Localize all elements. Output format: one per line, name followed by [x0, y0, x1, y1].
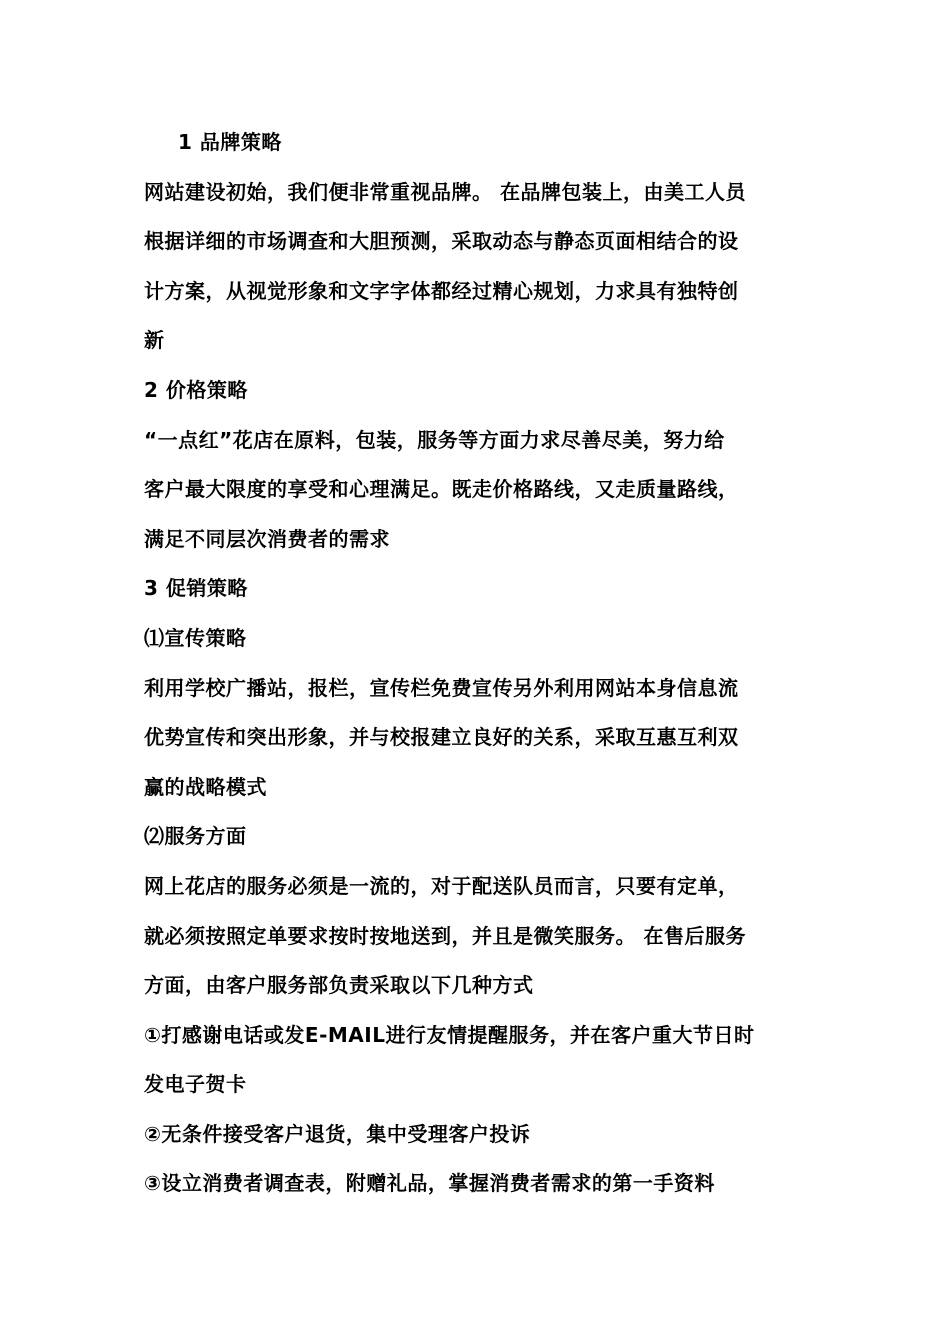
heading-price-strategy: 2 价格策略: [144, 377, 248, 402]
paragraph-line: 网上花店的服务必须是一流的，对于配送队员而言，只要有定单，: [144, 873, 739, 898]
paragraph-line: 客户最大限度的享受和心理满足。既走价格路线，又走质量路线，: [144, 477, 739, 502]
paragraph-line: 方面，由客户服务部负责采取以下几种方式: [144, 973, 534, 998]
paragraph-line: 新: [144, 328, 165, 353]
paragraph-line: 优势宣传和突出形象，并与校报建立良好的关系，采取互惠互利双: [144, 725, 739, 750]
heading-brand-strategy: 1 品牌策略: [178, 130, 282, 154]
list-item: ②无条件接受客户退货，集中受理客户投诉: [144, 1121, 531, 1146]
list-item: ①打感谢电话或发E-MAIL进行友情提醒服务，并在客户重大节日时: [144, 1022, 755, 1047]
subheading-service: ⑵服务方面: [144, 824, 247, 849]
paragraph-line: 发电子贺卡: [144, 1072, 247, 1097]
paragraph-line: 计方案，从视觉形象和文字字体都经过精心规划，力求具有独特创: [144, 278, 739, 303]
heading-promotion-strategy: 3 促销策略: [144, 576, 248, 601]
paragraph-line: 赢的战略模式: [144, 774, 267, 799]
document-page: [144, 118, 814, 1209]
paragraph-line: 利用学校广播站，报栏，宣传栏免费宣传另外利用网站本身信息流: [144, 675, 739, 700]
paragraph-line: 满足不同层次消费者的需求: [144, 526, 390, 551]
paragraph-line: 网站建设初始，我们便非常重视品牌。 在品牌包装上，由美工人员: [144, 179, 746, 204]
list-item: ③设立消费者调查表，附赠礼品，掌握消费者需求的第一手资料: [144, 1171, 715, 1196]
paragraph-line: 根据详细的市场调查和大胆预测，采取动态与静态页面相结合的设: [144, 229, 739, 254]
paragraph-line: 就必须按照定单要求按时按地送到，并且是微笑服务。 在售后服务: [144, 923, 746, 948]
paragraph-line: “一点红”花店在原料，包装，服务等方面力求尽善尽美，努力给: [144, 427, 725, 452]
subheading-publicity: ⑴宣传策略: [144, 625, 247, 650]
